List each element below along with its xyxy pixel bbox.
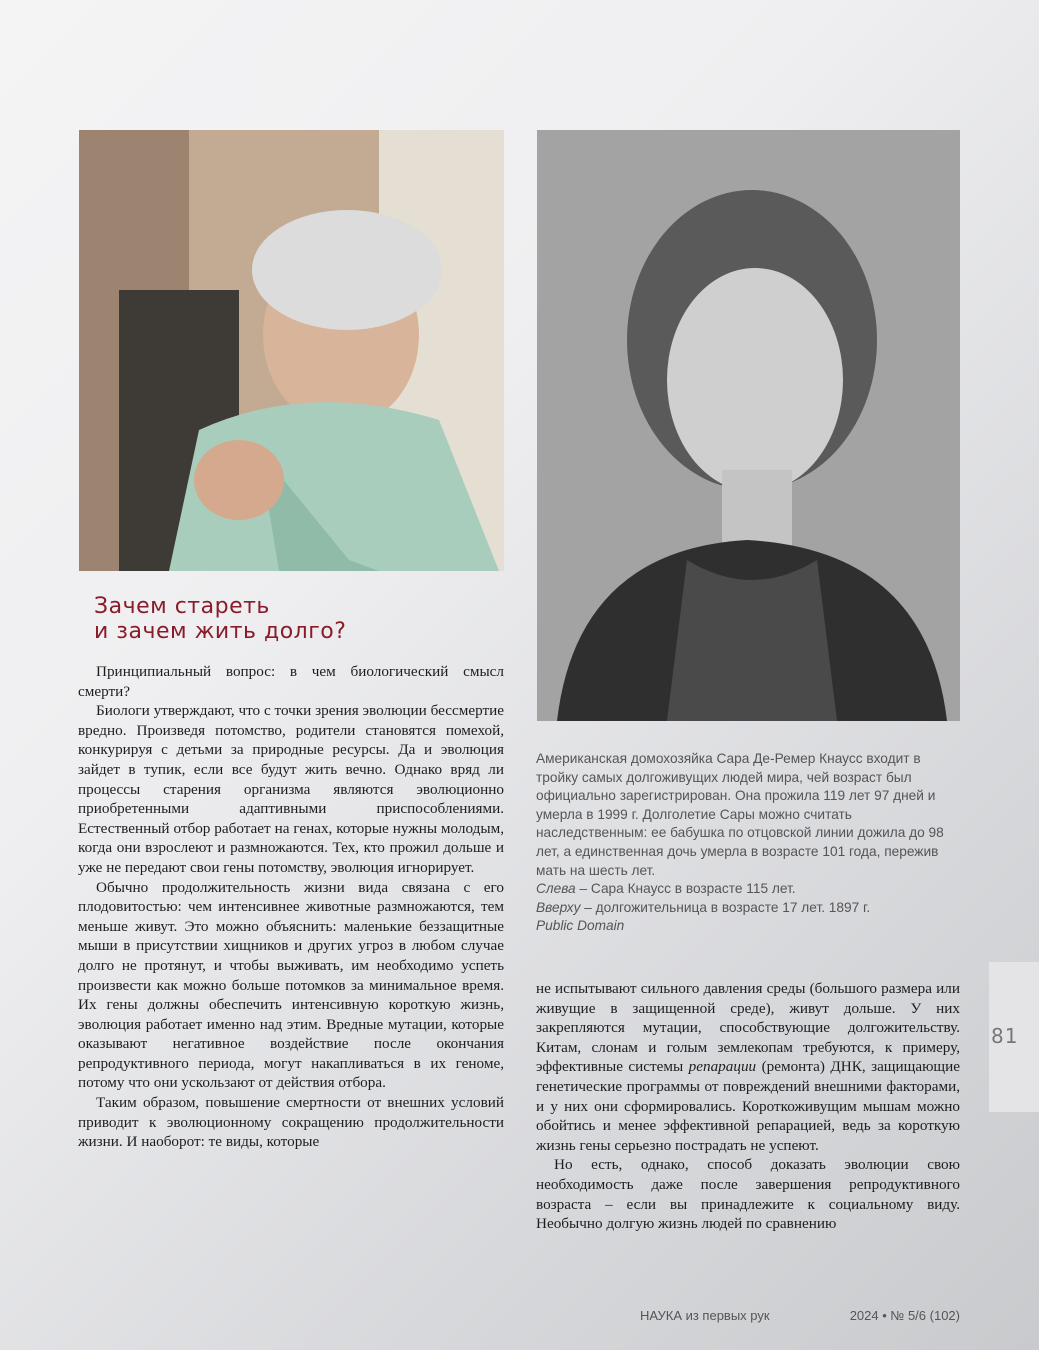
paragraph: Обычно продолжительность жизни вида связана с его плодовитостью: чем интенсивнее животные размножаются, тем меньше живут. Это можно объяснить: маленькие беззащитные мыши в присутствии хищников и других угроз в любом случае долго не протянут, и чтобы выживать, им необходимо успеть произвести как можно больше потомков за минимальное время. Их гены должны обеспечить интенсивную короткую жизнь, эволюция работает именно над этим. Вредные мутации, которые оказывают негативное воздействие после окончания репродуктивного периода, могут накапливаться в их геноме, потому что они ускользают от действия отбора.: [78, 878, 504, 1092]
paragraph: Таким образом, повышение смертности от внешних условий приводит к эволюционному сокращению продолжительности жизни. И наоборот: те виды, которые: [78, 1094, 504, 1151]
headline-line-1: Зачем стареть: [94, 594, 270, 619]
photo-young-woman-1897: [537, 130, 960, 721]
page-footer: [640, 1308, 960, 1323]
italic-term: репарации: [688, 1058, 757, 1076]
caption-top-text: – долгожительница в возрасте 17 лет. 1897 г.: [580, 899, 871, 915]
paragraph-continued: [536, 979, 960, 1155]
caption-top-line: [536, 899, 956, 918]
right-text-column: [536, 979, 960, 1234]
magazine-name: НАУКА из первых рук: [640, 1308, 770, 1323]
page-number: 81: [991, 1024, 1019, 1048]
paragraph: Но есть, однако, способ доказать эволюции свою необходимость даже после завершения репродуктивного возраста – если вы принадлежите к социальному виду. Необычно долгую жизнь людей по сравнению: [536, 1156, 960, 1233]
caption-text: Американская домохозяйка Сара Де-Ремер Кнаусс входит в тройку самых долгоживущих людей мира, чей возраст был официально зарегистрирован. Она прожила 119 лет 97 дней и умерла в 1999 г. Долголетие Сары можно считать наследственным: ее бабушка по отцовской линии дожила до 98 лет, а единственная дочь умерла в возрасте 101 года, пережив мать на шесть лет.: [536, 751, 944, 878]
caption-left-line: [536, 880, 956, 899]
paragraph-text: не испытывают сильного давления среды (большого размера или живущие в защищенной среде), живут дольше. У них закрепляются мутации, способствующие долгожительству. Китам, слонам и голым землекопам требуются, к примеру, эффективные системы: [536, 980, 960, 1076]
caption-left-label: Слева: [536, 881, 576, 897]
paragraph-text: (ремонта) ДНК, защищающие генетические программы от повреждений внешними факторами, и у них они сформировались. Короткоживущим мышам можно обойтись и менее эффективной репарацией, ведь за короткую жизнь гены серьезно пострадать не успеют.: [536, 1058, 960, 1154]
caption-top-label: Вверху: [536, 899, 581, 915]
issue-number: 2024 • № 5/6 (102): [849, 1308, 960, 1323]
paragraph: Биологи утверждают, что с точки зрения эволюции бессмертие вредно. Произведя потомство, родители становятся помехой, конкурируя с детьми за природные ресурсы. Да и эволюция зайдет в тупик, если все будут жить вечно. Однако вряд ли процессы старения организма являются эволюционно приобретенными адаптивными приспособлениями. Естественный отбор работает на генах, которые нужны молодым, когда они взрослеют и размножаются. Тех, кто прожил дольше и уже не передают свои гены потомству, эволюция игнорирует.: [78, 702, 504, 876]
paragraph: Принципиальный вопрос: в чем биологический смысл смерти?: [78, 663, 504, 700]
left-text-column: [78, 662, 504, 1152]
headline-line-2: и зачем жить долго?: [94, 619, 347, 644]
photo-credit: Public Domain: [536, 918, 625, 934]
caption-left-text: – Сара Кнаусс в возрасте 115 лет.: [575, 881, 796, 897]
photo-elderly-woman: [79, 130, 504, 571]
article-headline: [94, 594, 494, 644]
photo-caption: [536, 750, 956, 936]
